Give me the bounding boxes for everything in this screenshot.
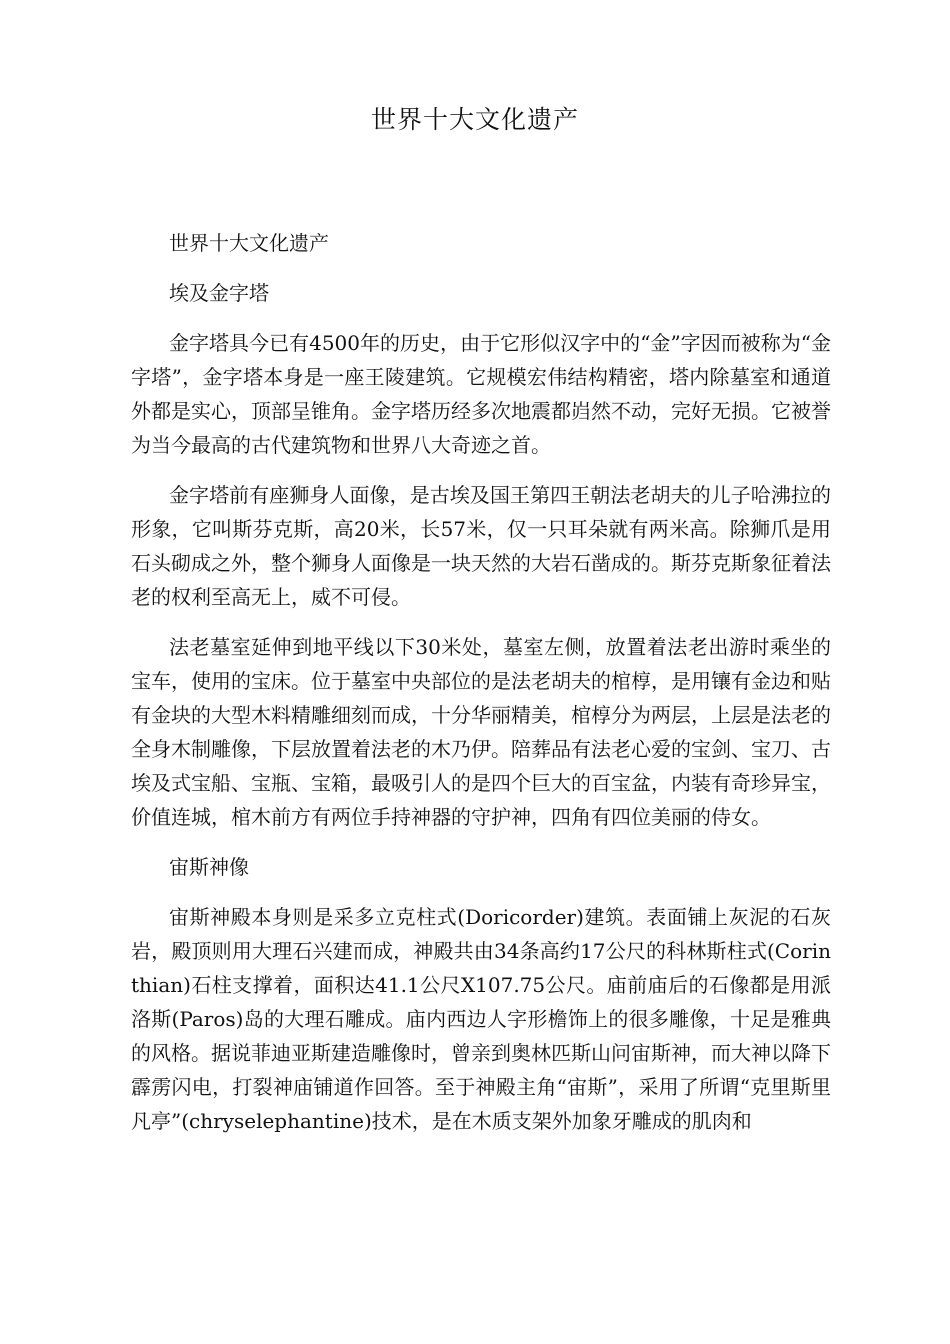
section-heading-zeus: 宙斯神像 <box>169 855 249 879</box>
paragraph-pharaoh-tomb: 法老墓室延伸到地平线以下30米处，墓室左侧，放置着法老出游时乘坐的宝车，使用的宝床。位于墓室中央部位的是法老胡夫的棺椁，是用镶有金边和贴有金块的大型木料精雕细刻而成，十分华丽精美，棺椁分为两层，上层是法老的全身木制雕像，下层放置着法老的木乃伊。陪葬品有法老心爱的宝剑、宝刀、古埃及式宝船、宝瓶、宝箱，最吸引人的是四个巨大的百宝盆，内装有奇珍异宝，价值连城，棺木前方有两位手持神器的守护神，四角有四位美丽的侍女。 <box>131 635 831 829</box>
section-heading-pyramids: 埃及金字塔 <box>169 281 269 305</box>
document-body <box>131 226 831 1154</box>
paragraph-pyramids-history: 金字塔具今已有4500年的历史，由于它形似汉字中的“金”字因而被称为“金字塔”，金字塔本身是一座王陵建筑。它规模宏伟结构精密，塔内除墓室和通道外都是实心，顶部呈锥角。金字塔历经多次地震都岿然不动，完好无损。它被誉为当今最高的古代建筑物和世界八大奇迹之首。 <box>131 331 831 457</box>
document-subtitle: 世界十大文化遗产 <box>169 231 329 255</box>
document-title: 世界十大文化遗产 <box>370 105 579 134</box>
paragraph-zeus-temple: 宙斯神殿本身则是采多立克柱式(Doricorder)建筑。表面铺上灰泥的石灰岩，殿顶则用大理石兴建而成，神殿共由34条高约17公尺的科林斯柱式(Corinthian)石柱支撑着，面积达41.1公尺X107.75公尺。庙前庙后的石像都是用派洛斯(Paros)岛的大理石雕成。庙内西边人字形檐饰上的很多雕像，十足是雅典的风格。据说菲迪亚斯建造雕像时，曾亲到奥林匹斯山问宙斯神，而大神以降下霹雳闪电，打裂神庙铺道作回答。至于神殿主角“宙斯”，采用了所谓“克里斯里凡亭”(chryselephantine)技术，是在木质支架外加象牙雕成的肌肉和 <box>131 905 831 1133</box>
paragraph-sphinx: 金字塔前有座狮身人面像，是古埃及国王第四王朝法老胡夫的儿子哈沸拉的形象，它叫斯芬克斯，高20米，长57米，仅一只耳朵就有两米高。除狮爪是用石头砌成之外，整个狮身人面像是一块天然的大岩石凿成的。斯芬克斯象征着法老的权利至高无上，威不可侵。 <box>131 483 831 609</box>
